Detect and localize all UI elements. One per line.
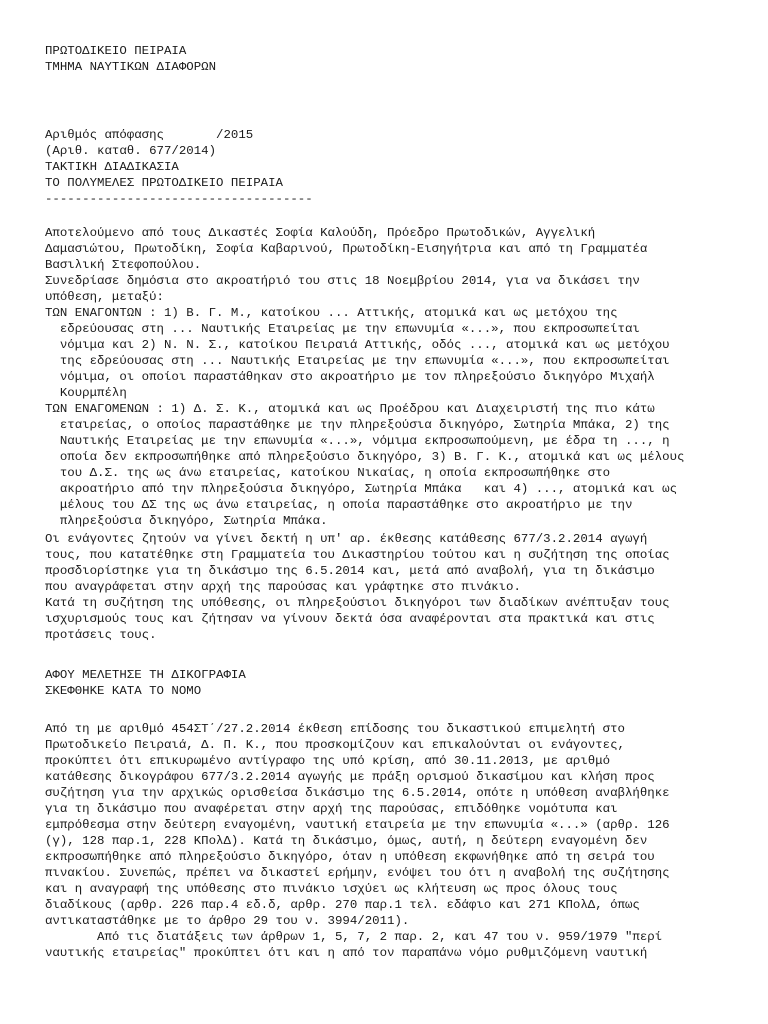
document-line: συζήτηση για την αρχικώς ορισθείσα δικάσιμο της 6.5.2014, οπότε η υπόθεση αναβλήθηκε — [45, 786, 670, 800]
document-line: πληρεξούσια δικηγόρο, Σωτηρία Μπάκα. — [45, 514, 328, 528]
document-line: (γ), 128 παρ.1, 228 ΚΠολΔ). Κατά τη δικάσιμο, όμως, αυτή, η δεύτερη εναγομένη δεν — [45, 834, 648, 848]
document-line: νόμιμα και 2) Ν. Ν. Σ., κατοίκου Πειραιά Αττικής, οδός ..., ατομικά και ως μετόχου — [45, 338, 670, 352]
document-line: ΤΩΝ ΕΝΑΓΟΝΤΩΝ : 1) Β. Γ. Μ., κατοίκου ... Αττικής, ατομικά και ως μετόχου της — [45, 306, 618, 320]
document-line: πινακίου. Συνεπώς, πρέπει να δικαστεί ερήμην, ενόψει του ότι η αναβολή της συζήτησης — [45, 866, 670, 880]
document-line: ακροατήριο από την πληρεξούσια δικηγόρο, Σωτηρία Μπάκα και 4) ..., ατομικά και ως — [45, 482, 678, 496]
document-line: εκπροσωπήθηκε από πληρεξούσιο δικηγόρο, όταν η υπόθεση εκφωνήθηκε από τη σειρά του — [45, 850, 655, 864]
document-line: εταιρείας, ο οποίος παραστάθηκε με την πληρεξούσια δικηγόρο, Σωτηρία Μπάκα, 2) της — [45, 418, 670, 432]
document-line: ΣΚΕΦΘΗΚΕ ΚΑΤΑ ΤΟ ΝΟΜΟ — [45, 684, 202, 698]
document-line: ΤΟ ΠΟΛΥΜΕΛΕΣ ΠΡΩΤΟΔΙΚΕΙΟ ΠΕΙΡΑΙΑ — [45, 176, 283, 190]
document-line: διαδίκους (αρθρ. 226 παρ.4 εδ.δ, αρθρ. 270 παρ.1 τελ. εδάφιο και 271 ΚΠολΔ, όπως — [45, 898, 640, 912]
document-line: ΠΡΩΤΟΔΙΚΕΙΟ ΠΕΙΡΑΙΑ — [45, 44, 187, 58]
document-line: ισχυρισμούς τους και ζήτησαν να γίνουν δεκτά όσα αναφέρονται στα πρακτικά και στις — [45, 612, 655, 626]
document-line: ------------------------------------ — [45, 192, 313, 206]
document-line: κατάθεσης δικογράφου 677/3.2.2014 αγωγής με πράξη ορισμού δικασίμου και κλήση προς — [45, 770, 655, 784]
document-line: οποία δεν εκπροσωπήθηκε από πληρεξούσιο δικηγόρο, 3) Β. Γ. Κ., ατομικά και ως μέλους — [45, 450, 685, 464]
document-line: Κουρμπέλη — [45, 386, 127, 400]
document-line: προτάσεις τους. — [45, 628, 157, 642]
document-line: της εδρεύουσας στη ... Ναυτικής Εταιρείας με την επωνυμία «...», που εκπροσωπείται — [45, 354, 670, 368]
document-line: ΤΑΚΤΙΚΗ ΔΙΑΔΙΚΑΣΙΑ — [45, 160, 179, 174]
document-line: Αποτελούμενο από τους Δικαστές Σοφία Καλούδη, Πρόεδρο Πρωτοδικών, Αγγελική — [45, 226, 596, 240]
document-line: Οι ενάγοντες ζητούν να γίνει δεκτή η υπ' αρ. έκθεσης κατάθεσης 677/3.2.2014 αγωγή — [45, 532, 648, 546]
document-line: Από τη με αριθμό 454ΣΤ΄/27.2.2014 έκθεση επίδοσης του δικαστικού επιμελητή στο — [45, 722, 625, 736]
document-line: Κατά τη συζήτηση της υπόθεσης, οι πληρεξούσιοι δικηγόροι των διαδίκων ανέπτυξαν τους — [45, 596, 670, 610]
document-line: (Αριθ. καταθ. 677/2014) — [45, 144, 217, 158]
document-line: και η αναγραφή της υπόθεσης στο πινάκιο ισχύει ως κλήτευση ως προς όλους τους — [45, 882, 618, 896]
document-line: Βασιλική Στεφοπούλου. — [45, 258, 202, 272]
document-line: μέλους του ΔΣ της ως άνω εταιρείας, η οποία παραστάθηκε στο ακροατήριο με την — [45, 498, 633, 512]
document-line: προσδιορίστηκε για τη δικάσιμο της 6.5.2014 και, μετά από αναβολή, για τη δικάσιμο — [45, 564, 655, 578]
document-line: εμπρόθεσμα στην δεύτερη εναγομένη, ναυτική εταιρεία με την επωνυμία «...» (αρθρ. 126 — [45, 818, 670, 832]
document-line: που αναγράφεται στην αρχή της παρούσας και γράφτηκε στο πινάκιο. — [45, 580, 521, 594]
document-line: αντικαταστάθηκε με το άρθρο 29 του ν. 3994/2011). — [45, 914, 410, 928]
document-line: Αριθμός απόφασης /2015 — [45, 128, 254, 142]
document-line: τους, που κατατέθηκε στη Γραμματεία του Δικαστηρίου τούτου και η συζήτηση της οποίας — [45, 548, 670, 562]
document-line: για τη δικάσιμο που αναφέρεται στην αρχή της παρούσας, επιδόθηκε νομότυπα και — [45, 802, 618, 816]
document-line: Πρωτοδικείο Πειραιά, Δ. Π. Κ., που προσκομίζουν και επικαλούνται οι ενάγοντες, — [45, 738, 625, 752]
document-line: υπόθεση, μεταξύ: — [45, 290, 164, 304]
document-line: νόμιμα, οι οποίοι παραστάθηκαν στο ακροατήριο με τον πληρεξούσιο δικηγόρο Μιχαήλ — [45, 370, 655, 384]
document-line: ΤΩΝ ΕΝΑΓΟΜΕΝΩΝ : 1) Δ. Σ. Κ., ατομικά και ως Προέδρου και Διαχειριστή της πιο κάτω — [45, 402, 655, 416]
document-line: Από τις διατάξεις των άρθρων 1, 5, 7, 2 παρ. 2, και 47 του ν. 959/1979 "περί — [45, 930, 663, 944]
document-line: Συνεδρίασε δημόσια στο ακροατήριό του στις 18 Νοεμβρίου 2014, για να δικάσει την — [45, 274, 640, 288]
document-line: προκύπτει ότι επικυρωμένο αντίγραφο της υπό κρίση, από 30.11.2013, με αριθμό — [45, 754, 611, 768]
document-line: ΑΦΟΥ ΜΕΛΕΤΗΣΕ ΤΗ ΔΙΚΟΓΡΑΦΙΑ — [45, 668, 246, 682]
document-line: Δαμασιώτου, Πρωτοδίκη, Σοφία Καβαρινού, Πρωτοδίκη-Εισηγήτρια και από τη Γραμματέα — [45, 242, 648, 256]
document-line: ΤΜΗΜΑ ΝΑΥΤΙΚΩΝ ΔΙΑΦΟΡΩΝ — [45, 60, 217, 74]
document-line: του Δ.Σ. της ως άνω εταιρείας, κατοίκου Νικαίας, η οποία εκπροσωπήθηκε στο — [45, 466, 611, 480]
document-line: ναυτικής εταιρείας" προκύπτει ότι και η από τον παραπάνω νόμο ρυθμιζόμενη ναυτική — [45, 946, 648, 960]
document-line: Ναυτικής Εταιρείας με την επωνυμία «...», νόμιμα εκπροσωπούμενη, με έδρα τη ..., η — [45, 434, 670, 448]
document-line: εδρεύουσας στη ... Ναυτικής Εταιρείας με την επωνυμία «...», που εκπροσωπείται — [45, 322, 640, 336]
